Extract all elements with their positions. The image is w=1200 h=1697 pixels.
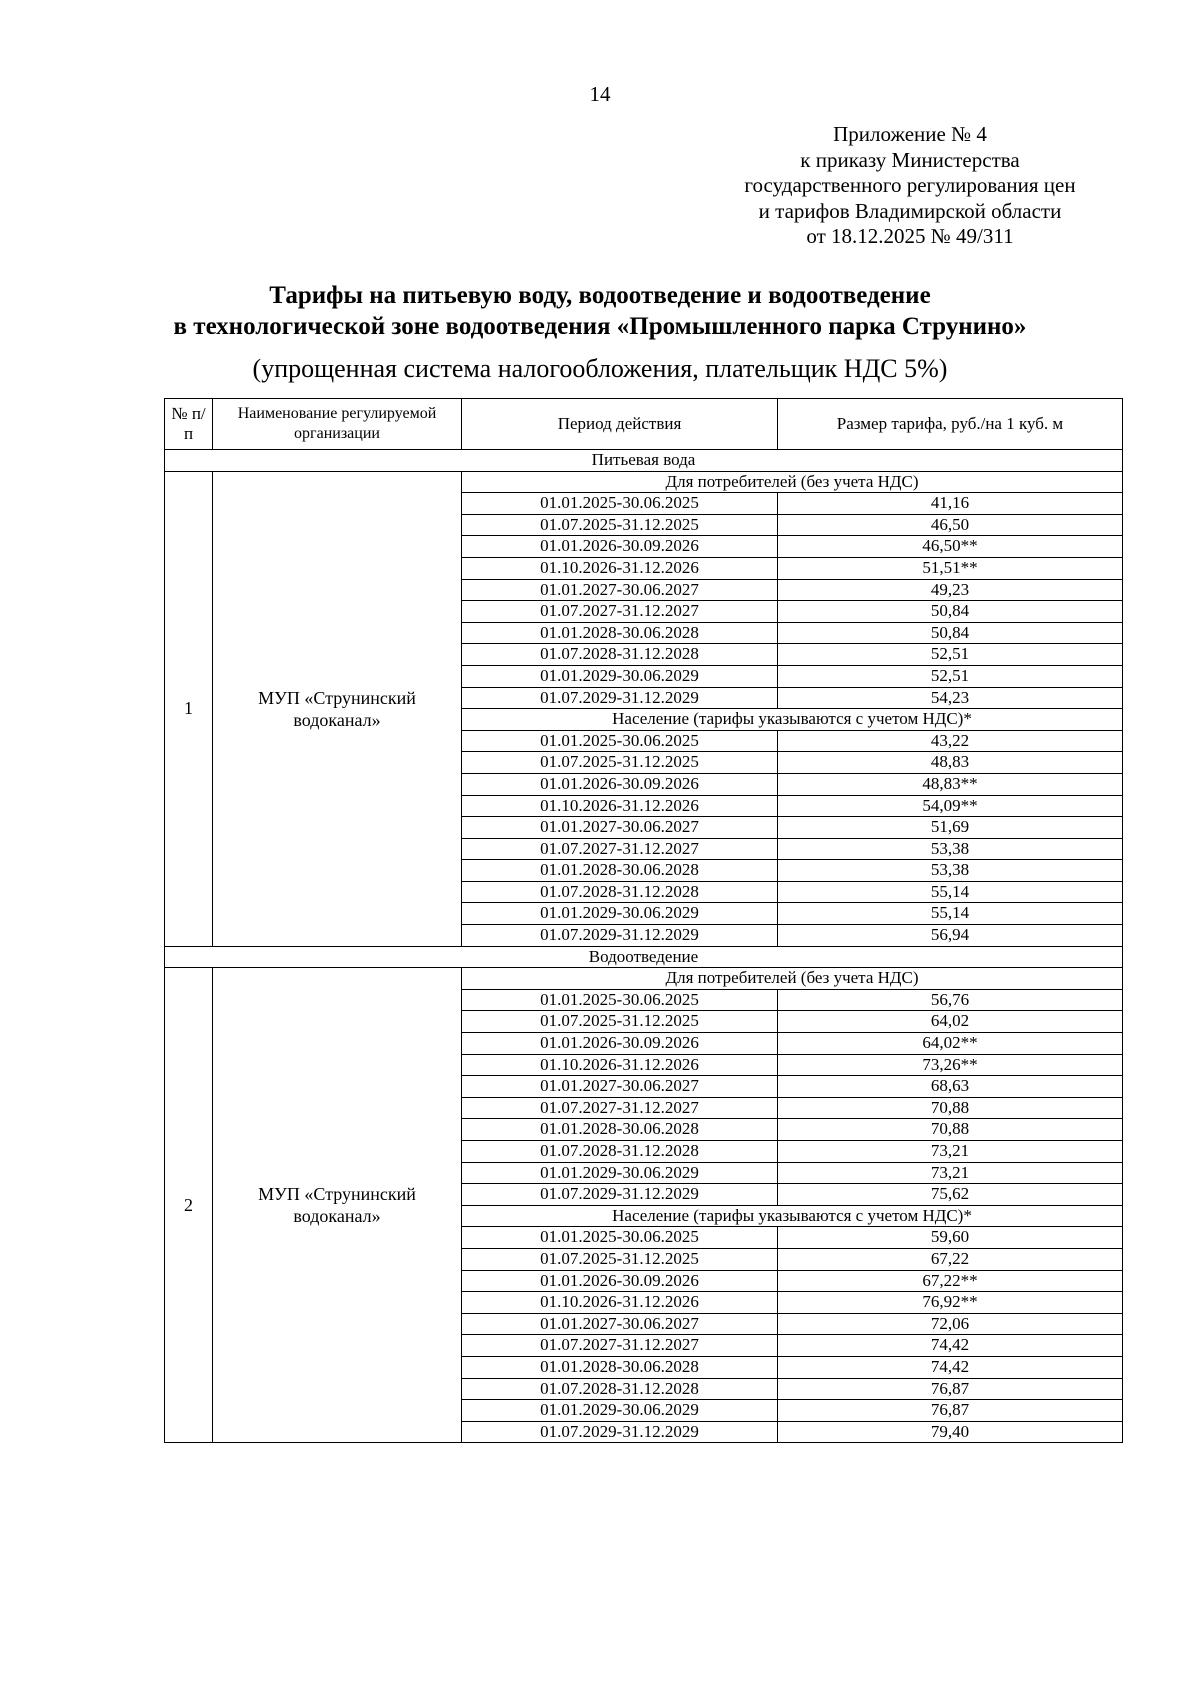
- organization-name: МУП «Струнинский водоканал»: [213, 968, 462, 1443]
- period-cell: 01.01.2029-30.06.2029: [462, 1162, 778, 1184]
- period-cell: 01.01.2027-30.06.2027: [462, 817, 778, 839]
- period-cell: 01.01.2028-30.06.2028: [462, 1119, 778, 1141]
- tariff-value-cell: 55,14: [778, 881, 1123, 903]
- header-org: Наименование регулируемой организации: [213, 399, 462, 450]
- period-cell: 01.01.2025-30.06.2025: [462, 1227, 778, 1249]
- tariff-value-cell: 74,42: [778, 1356, 1123, 1378]
- group-header-row: [165, 968, 1123, 990]
- appendix-block: [700, 122, 1120, 250]
- tariff-value-cell: 52,51: [778, 644, 1123, 666]
- period-cell: 01.07.2029-31.12.2029: [462, 1421, 778, 1443]
- tariff-table: [164, 398, 1123, 1443]
- tariff-value-cell: 79,40: [778, 1421, 1123, 1443]
- tariff-value-cell: 46,50: [778, 514, 1123, 536]
- period-cell: 01.01.2025-30.06.2025: [462, 989, 778, 1011]
- tariff-value-cell: 50,84: [778, 622, 1123, 644]
- row-number: 2: [165, 968, 213, 1443]
- group-title: Население (тарифы указываются с учетом НДС)*: [462, 709, 1123, 731]
- header-tariff: Размер тарифа, руб./на 1 куб. м: [778, 399, 1123, 450]
- group-title: Для потребителей (без учета НДС): [462, 471, 1123, 493]
- tariff-value-cell: 43,22: [778, 730, 1123, 752]
- period-cell: 01.01.2025-30.06.2025: [462, 493, 778, 515]
- period-cell: 01.10.2026-31.12.2026: [462, 557, 778, 579]
- section-header-row: [165, 946, 1123, 968]
- period-cell: 01.07.2027-31.12.2027: [462, 1335, 778, 1357]
- group-header-row: [165, 471, 1123, 493]
- tariff-value-cell: 55,14: [778, 903, 1123, 925]
- period-cell: 01.07.2025-31.12.2025: [462, 514, 778, 536]
- period-cell: 01.01.2027-30.06.2027: [462, 1313, 778, 1335]
- header-period: Период действия: [462, 399, 778, 450]
- tariff-value-cell: 73,21: [778, 1141, 1123, 1163]
- tariff-value-cell: 41,16: [778, 493, 1123, 515]
- group-title: Население (тарифы указываются с учетом НДС)*: [462, 1205, 1123, 1227]
- tariff-value-cell: 72,06: [778, 1313, 1123, 1335]
- period-cell: 01.07.2028-31.12.2028: [462, 1141, 778, 1163]
- tariff-value-cell: 76,87: [778, 1400, 1123, 1422]
- period-cell: 01.10.2026-31.12.2026: [462, 795, 778, 817]
- period-cell: 01.07.2029-31.12.2029: [462, 925, 778, 947]
- period-cell: 01.07.2029-31.12.2029: [462, 687, 778, 709]
- appendix-line: от 18.12.2025 № 49/311: [806, 224, 1014, 248]
- tariff-value-cell: 70,88: [778, 1119, 1123, 1141]
- period-cell: 01.07.2025-31.12.2025: [462, 1248, 778, 1270]
- tariff-value-cell: 49,23: [778, 579, 1123, 601]
- document-title: [0, 280, 1200, 342]
- period-cell: 01.01.2027-30.06.2027: [462, 579, 778, 601]
- tariff-value-cell: 51,69: [778, 817, 1123, 839]
- appendix-line: и тарифов Владимирской области: [758, 198, 1062, 223]
- period-cell: 01.01.2026-30.09.2026: [462, 773, 778, 795]
- tariff-value-cell: 75,62: [778, 1184, 1123, 1206]
- tariff-value-cell: 52,51: [778, 665, 1123, 687]
- period-cell: 01.01.2028-30.06.2028: [462, 860, 778, 882]
- header-num: № п/п: [165, 399, 213, 450]
- period-cell: 01.01.2025-30.06.2025: [462, 730, 778, 752]
- period-cell: 01.07.2028-31.12.2028: [462, 1378, 778, 1400]
- period-cell: 01.10.2026-31.12.2026: [462, 1292, 778, 1314]
- period-cell: 01.01.2027-30.06.2027: [462, 1076, 778, 1098]
- row-number: 1: [165, 471, 213, 946]
- period-cell: 01.01.2029-30.06.2029: [462, 665, 778, 687]
- table-body: [165, 450, 1123, 1443]
- tariff-value-cell: 67,22**: [778, 1270, 1123, 1292]
- period-cell: 01.01.2028-30.06.2028: [462, 622, 778, 644]
- tariff-value-cell: 48,83**: [778, 773, 1123, 795]
- period-cell: 01.07.2029-31.12.2029: [462, 1184, 778, 1206]
- tariff-value-cell: 76,87: [778, 1378, 1123, 1400]
- organization-name: МУП «Струнинский водоканал»: [213, 471, 462, 946]
- period-cell: 01.07.2025-31.12.2025: [462, 752, 778, 774]
- tariff-value-cell: 73,21: [778, 1162, 1123, 1184]
- tariff-value-cell: 46,50**: [778, 536, 1123, 558]
- tariff-value-cell: 56,94: [778, 925, 1123, 947]
- appendix-line: государственного регулирования цен: [744, 173, 1076, 197]
- period-cell: 01.10.2026-31.12.2026: [462, 1054, 778, 1076]
- tariff-value-cell: 59,60: [778, 1227, 1123, 1249]
- section-title: Водоотведение: [165, 946, 1123, 968]
- appendix-line: Приложение № 4: [833, 122, 987, 146]
- tariff-value-cell: 53,38: [778, 860, 1123, 882]
- period-cell: 01.07.2027-31.12.2027: [462, 1097, 778, 1119]
- tariff-value-cell: 54,23: [778, 687, 1123, 709]
- period-cell: 01.07.2028-31.12.2028: [462, 644, 778, 666]
- period-cell: 01.07.2028-31.12.2028: [462, 881, 778, 903]
- tariff-value-cell: 67,22: [778, 1248, 1123, 1270]
- period-cell: 01.07.2025-31.12.2025: [462, 1011, 778, 1033]
- appendix-line: к приказу Министерства: [800, 147, 1020, 172]
- period-cell: 01.01.2026-30.09.2026: [462, 1270, 778, 1292]
- period-cell: 01.01.2026-30.09.2026: [462, 536, 778, 558]
- period-cell: 01.01.2028-30.06.2028: [462, 1356, 778, 1378]
- tariff-value-cell: 64,02: [778, 1011, 1123, 1033]
- title-line-1: Тарифы на питьевую воду, водоотведение и водоотведение: [269, 282, 931, 309]
- tariff-value-cell: 56,76: [778, 989, 1123, 1011]
- tariff-value-cell: 54,09**: [778, 795, 1123, 817]
- period-cell: 01.07.2027-31.12.2027: [462, 601, 778, 623]
- tariff-value-cell: 50,84: [778, 601, 1123, 623]
- period-cell: 01.01.2029-30.06.2029: [462, 1400, 778, 1422]
- tariff-value-cell: 64,02**: [778, 1033, 1123, 1055]
- tariff-value-cell: 70,88: [778, 1097, 1123, 1119]
- period-cell: 01.01.2026-30.09.2026: [462, 1033, 778, 1055]
- tariff-value-cell: 76,92**: [778, 1292, 1123, 1314]
- tariff-value-cell: 51,51**: [778, 557, 1123, 579]
- period-cell: 01.01.2029-30.06.2029: [462, 903, 778, 925]
- group-title: Для потребителей (без учета НДС): [462, 968, 1123, 990]
- period-cell: 01.07.2027-31.12.2027: [462, 838, 778, 860]
- tariff-value-cell: 53,38: [778, 838, 1123, 860]
- section-header-row: [165, 450, 1123, 472]
- section-title: Питьевая вода: [165, 450, 1123, 472]
- table-header-row: [165, 399, 1123, 450]
- tariff-value-cell: 73,26**: [778, 1054, 1123, 1076]
- title-line-2: в технологической зоне водоотведения «Промышленного парка Струнино»: [173, 313, 1027, 340]
- tariff-value-cell: 68,63: [778, 1076, 1123, 1098]
- document-subtitle: (упрощенная система налогообложения, плательщик НДС 5%): [252, 354, 948, 383]
- tariff-value-cell: 48,83: [778, 752, 1123, 774]
- tariff-value-cell: 74,42: [778, 1335, 1123, 1357]
- page-number: 14: [589, 82, 611, 106]
